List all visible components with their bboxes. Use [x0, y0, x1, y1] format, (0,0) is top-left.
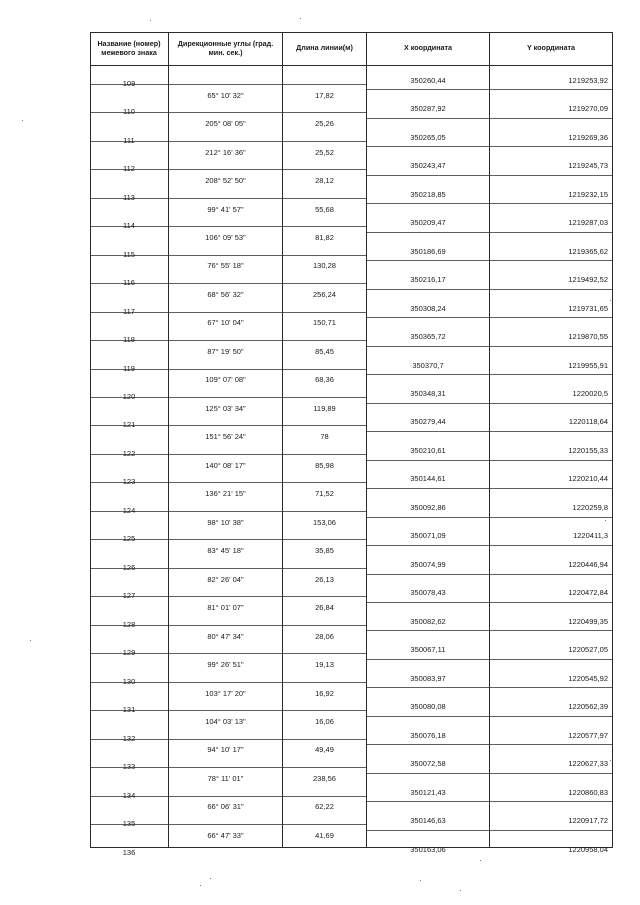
y-coordinate: 1220627,33 [568, 759, 608, 769]
x-coordinate: 350287,92 [410, 104, 446, 114]
coordinates-table [90, 32, 613, 857]
direction-angle: 208° 52' 50" [205, 176, 246, 186]
line-length: 55,68 [315, 204, 334, 214]
point-number: 132 [122, 733, 136, 743]
line-length: 256,24 [313, 289, 336, 299]
y-coordinate: 1220562,39 [568, 702, 608, 712]
point-number: 122 [122, 448, 136, 458]
scan-speck [460, 890, 461, 891]
point-number: 115 [123, 249, 135, 259]
x-coordinate: 350071,09 [410, 531, 446, 541]
y-coordinate: 1220860,83 [568, 787, 608, 797]
scan-speck [610, 760, 611, 761]
x-coordinate: 350121,43 [410, 787, 446, 797]
point-number: 126 [122, 562, 136, 572]
x-coordinate: 350265,05 [410, 132, 446, 142]
y-coordinate: 1220917,72 [568, 816, 608, 826]
direction-angle: 78° 11' 01" [207, 773, 244, 783]
scan-speck [150, 20, 151, 21]
line-length: 17,82 [315, 90, 334, 100]
line-length: 85,45 [315, 346, 334, 356]
direction-angle: 94° 10' 17" [207, 745, 244, 755]
x-coordinate: 350365,72 [410, 332, 446, 342]
point-number: 135 [122, 819, 136, 829]
x-coordinate: 350083,97 [410, 673, 446, 683]
point-number: 123 [122, 477, 136, 487]
direction-angle: 205° 08' 05" [205, 119, 246, 129]
scan-speck [480, 860, 481, 861]
scan-speck [420, 880, 421, 881]
scan-speck [210, 878, 211, 879]
direction-angle: 68° 56' 32" [207, 289, 244, 299]
header-y-label: Y координата [527, 43, 575, 53]
x-coordinate: 350078,43 [410, 588, 446, 598]
y-coordinate: 1219232,15 [568, 189, 608, 199]
direction-angle: 103° 17' 20" [205, 688, 246, 698]
line-length: 26,13 [315, 574, 334, 584]
line-length: 78 [320, 432, 329, 442]
line-length: 153,06 [313, 517, 336, 527]
header-name [90, 32, 168, 65]
direction-angle: 98° 10' 38" [207, 517, 244, 527]
y-coordinate: 1219955,91 [568, 360, 608, 370]
line-length: 26,84 [315, 603, 334, 613]
header-angle-label: Дирекционные углы (град. мин. сек.) [177, 38, 274, 57]
x-coordinate: 350082,62 [410, 616, 446, 626]
point-number: 120 [122, 392, 136, 402]
direction-angle: 80° 47' 34" [207, 631, 244, 641]
point-number: 127 [122, 591, 136, 601]
line-length: 28,06 [315, 631, 334, 641]
x-coordinate: 350072,58 [410, 759, 446, 769]
x-coordinate: 350092,86 [410, 502, 446, 512]
y-coordinate: 1219253,92 [568, 75, 608, 85]
point-number: 131 [122, 705, 136, 715]
point-number: 130 [122, 676, 136, 686]
y-coordinate: 1219270,09 [568, 104, 608, 114]
point-number: 113 [123, 192, 135, 202]
point-number: 121 [122, 420, 136, 430]
scan-speck [300, 18, 301, 19]
point-number: 112 [123, 164, 135, 174]
point-number: 110 [123, 107, 135, 117]
scan-speck [605, 520, 606, 521]
point-number: 124 [122, 505, 136, 515]
point-number: 117 [123, 306, 135, 316]
line-length: 16,92 [315, 688, 334, 698]
point-number: 114 [123, 221, 135, 231]
line-length: 71,52 [315, 489, 334, 499]
y-coordinate: 1220155,33 [568, 445, 608, 455]
direction-angle: 99° 26' 51" [207, 660, 244, 670]
y-coordinate: 1220259,8 [572, 502, 608, 512]
y-coordinate: 1219365,62 [568, 246, 608, 256]
direction-angle: 87° 19' 50" [207, 346, 244, 356]
scan-speck [22, 120, 23, 121]
y-coordinate: 1219269,36 [568, 132, 608, 142]
y-coordinate: 1220020,5 [572, 389, 608, 399]
y-coordinate: 1220545,92 [568, 673, 608, 683]
x-coordinate: 350163,06 [410, 844, 446, 854]
direction-angle: 67° 10' 04" [207, 318, 244, 328]
x-coordinate: 350210,61 [410, 445, 446, 455]
x-coordinate: 350074,99 [410, 559, 446, 569]
x-coordinate: 350348,31 [410, 389, 446, 399]
y-coordinate: 1219731,65 [568, 303, 608, 313]
y-coordinate: 1219492,52 [568, 275, 608, 285]
direction-angle: 81° 01' 07" [207, 603, 244, 613]
line-length: 130,28 [313, 261, 336, 271]
line-length: 85,98 [315, 460, 334, 470]
point-number: 133 [122, 762, 136, 772]
header-y [490, 32, 612, 65]
direction-angle: 66° 06' 31" [207, 802, 244, 812]
x-coordinate: 350218,85 [410, 189, 446, 199]
line-length: 35,85 [315, 546, 334, 556]
x-coordinate: 350146,63 [410, 816, 446, 826]
point-number: 134 [122, 790, 136, 800]
line-length: 25,52 [315, 147, 334, 157]
x-coordinate: 350216,17 [410, 275, 446, 285]
direction-angle: 65° 10' 32" [207, 90, 244, 100]
scan-speck [610, 300, 611, 301]
x-coordinate: 350308,24 [410, 303, 446, 313]
y-coordinate: 1220411,3 [573, 531, 608, 541]
line-length: 25,26 [315, 119, 334, 129]
x-coordinate: 350209,47 [410, 218, 446, 228]
direction-angle: 82° 26' 04" [207, 574, 244, 584]
line-length: 41,69 [315, 830, 334, 840]
x-coordinate: 350370,7 [412, 360, 444, 370]
x-coordinate: 350067,11 [410, 645, 446, 655]
point-number: 125 [122, 534, 136, 544]
direction-angle: 83° 45' 18" [207, 546, 244, 556]
y-coordinate: 1220472,84 [568, 588, 608, 598]
x-coordinate: 350279,44 [410, 417, 446, 427]
y-coordinate: 1220118,64 [568, 417, 608, 427]
y-coordinate: 1220958,04 [568, 844, 608, 854]
line-length: 238,56 [313, 773, 336, 783]
scan-speck [30, 640, 31, 641]
x-coordinate: 350243,47 [410, 161, 446, 171]
line-length: 49,49 [315, 745, 334, 755]
point-number: 118 [123, 335, 135, 345]
point-number: 119 [123, 363, 135, 373]
line-length: 28,12 [315, 176, 334, 186]
point-number: 128 [122, 619, 136, 629]
y-coordinate: 1219870,55 [568, 332, 608, 342]
direction-angle: 109° 07' 08" [205, 375, 246, 385]
scan-speck [200, 885, 201, 886]
header-angle [169, 32, 282, 65]
line-length: 150,71 [313, 318, 336, 328]
direction-angle: 212° 16' 36" [205, 147, 246, 157]
y-coordinate: 1220499,35 [568, 616, 608, 626]
y-coordinate: 1220210,44 [568, 474, 608, 484]
x-coordinate: 350080,08 [410, 702, 446, 712]
y-coordinate: 1219287,03 [568, 218, 608, 228]
point-number: 116 [123, 278, 135, 288]
y-coordinate: 1219245,73 [568, 161, 608, 171]
x-coordinate: 350076,18 [410, 730, 446, 740]
line-length: 62,22 [315, 802, 334, 812]
direction-angle: 76° 55' 18" [207, 261, 244, 271]
line-length: 19,13 [315, 660, 334, 670]
header-x [367, 32, 489, 65]
y-coordinate: 1220577,97 [568, 730, 608, 740]
direction-angle: 140° 08' 17" [205, 460, 246, 470]
line-length: 16,06 [315, 717, 334, 727]
direction-angle: 104° 03' 13" [205, 717, 246, 727]
y-coordinate: 1220527,05 [568, 645, 608, 655]
line-length: 119,89 [313, 403, 336, 413]
point-number: 129 [122, 648, 136, 658]
direction-angle: 66° 47' 33" [207, 830, 244, 840]
direction-angle: 99° 41' 57" [207, 204, 244, 214]
header-length-label: Длина линии(м) [296, 43, 353, 53]
direction-angle: 125° 03' 34" [205, 403, 246, 413]
y-coordinate: 1220446,94 [568, 559, 608, 569]
point-number: 136 [122, 847, 136, 857]
header-length [283, 32, 366, 65]
x-coordinate: 350186,69 [410, 246, 446, 256]
line-length: 68,36 [315, 375, 334, 385]
point-number: 109 [122, 78, 136, 88]
x-coordinate: 350144,61 [410, 474, 446, 484]
direction-angle: 136° 21' 15" [205, 489, 246, 499]
line-length: 81,82 [315, 232, 334, 242]
direction-angle: 106° 09' 53" [205, 232, 246, 242]
direction-angle: 151° 56' 24" [205, 432, 246, 442]
header-x-label: X координата [403, 43, 453, 53]
header-name-label: Название (номер) межевого знака [97, 38, 161, 57]
x-coordinate: 350260,44 [410, 75, 446, 85]
point-number: 111 [123, 135, 135, 145]
